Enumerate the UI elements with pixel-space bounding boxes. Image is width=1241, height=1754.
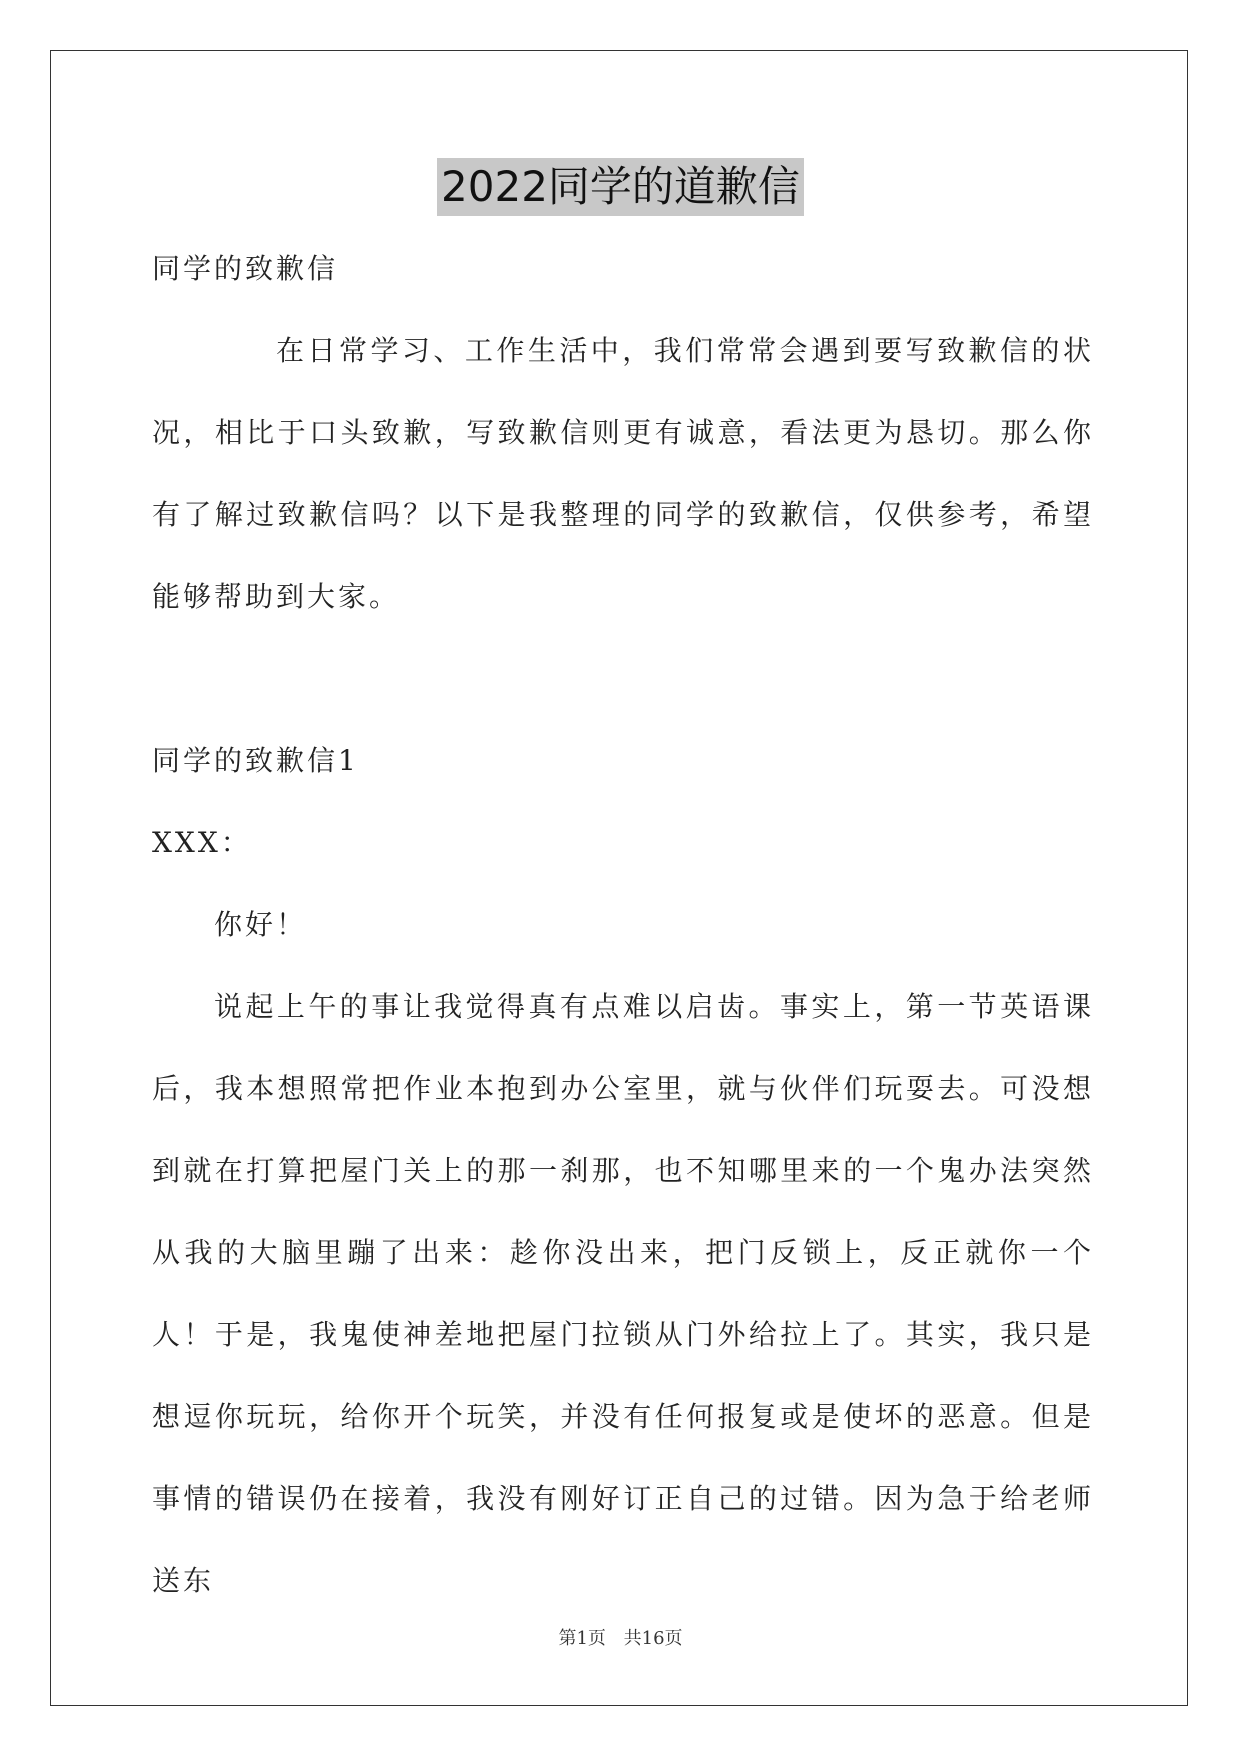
blank-line bbox=[152, 638, 1094, 720]
body-paragraph: 说起上午的事让我觉得真有点难以启齿。事实上，第一节英语课后，我本想照常把作业本抱到办公室里，就与伙伴们玩耍去。可没想到就在打算把屋门关上的那一刹那，也不知哪里来的一个鬼办法突然从我的大脑里蹦了出来：趁你没出来，把门反锁上，反正就你一个人！于是，我鬼使神差地把屋门拉锁从门外给拉上了。其实，我只是想逗你玩玩，给你开个玩笑，并没有任何报复或是使坏的恶意。但是事情的错误仍在接着，我没有刚好订正自己的过错。因为急于给老师送东 bbox=[152, 990, 1094, 1597]
salutation: XXX： bbox=[152, 826, 252, 859]
page-footer bbox=[0, 1624, 1241, 1650]
title-container bbox=[0, 158, 1241, 216]
intro-paragraph: 在日常学习、工作生活中，我们常常会遇到要写致歉信的状况，相比于口头致歉，写致歉信则更有诚意，看法更为恳切。那么你有了解过致歉信吗？以下是我整理的同学的致歉信，仅供参考，希望能够帮助到大家。 bbox=[152, 334, 1094, 613]
document-title: 2022同学的道歉信 bbox=[437, 158, 804, 216]
subtitle: 同学的致歉信 bbox=[152, 252, 339, 285]
page-number: 第1页 bbox=[558, 1628, 606, 1649]
page-total: 共16页 bbox=[623, 1628, 683, 1649]
greeting: 你好！ bbox=[214, 908, 308, 941]
section-heading: 同学的致歉信1 bbox=[152, 744, 359, 777]
document-body bbox=[152, 228, 1094, 1622]
